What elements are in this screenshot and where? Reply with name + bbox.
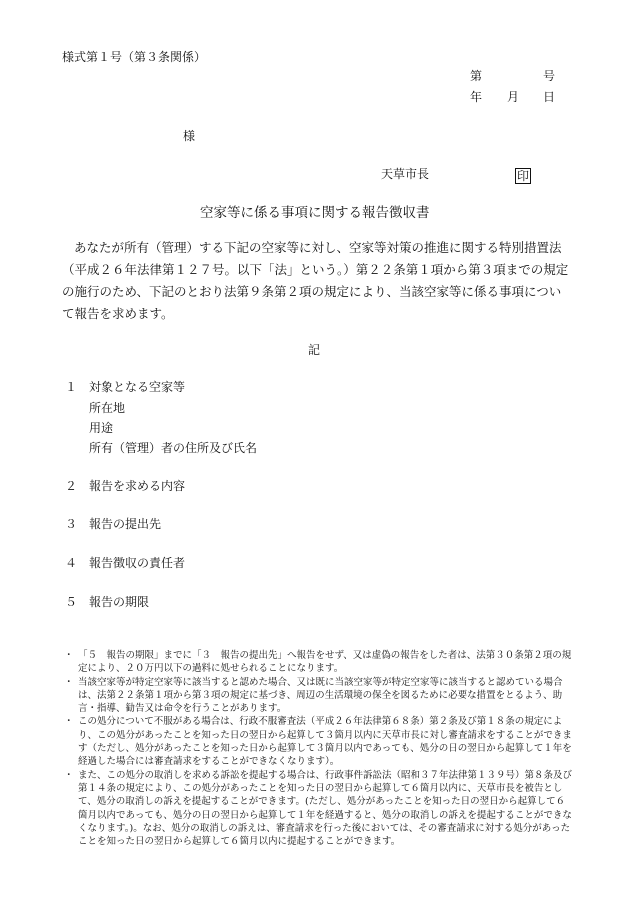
doc-number-go: 号 [543, 69, 556, 83]
item-1-number: １ [65, 380, 78, 394]
date-month: 月 [507, 90, 520, 104]
sender-title: 天草市長 [381, 167, 430, 181]
note-1-text: 「５ 報告の期限」までに「３ 報告の提出先」へ報告をせず、又は虚偽の報告をした者は、法第３０条第２項の規定により、２０万円以下の過料に処せられることになります。 [78, 650, 572, 675]
date-day: 日 [543, 90, 556, 104]
date-year: 年 [470, 90, 483, 104]
item-1-label: 対象となる空家等 [89, 380, 186, 394]
item-2-number: ２ [65, 479, 78, 493]
seal-mark [515, 165, 531, 184]
note-bullet: ・ [64, 769, 74, 781]
note-2 [64, 676, 572, 716]
note-bullet: ・ [64, 676, 74, 688]
body-paragraph: あなたが所有（管理）する下記の空家等に対し、空家等対策の推進に関する特別措置法（平成２６年法律第１２７号。以下「法」という。）第２２条第１項から第３項までの規定の施行のため、下記のとおり法第９条第２項の規定により、当該空家等に係る事項について報告を求めます。 [62, 240, 569, 321]
item-5-label: 報告の期限 [89, 595, 150, 609]
item-1-sub-usage: 用途 [89, 421, 114, 435]
seal-label: 印 [517, 169, 530, 183]
note-1 [64, 649, 572, 676]
note-4-text: また、この処分の取消しを求める訴訟を提起する場合は、行政事件訴訟法（昭和３７年法律第１３９号）第８条及び第１４条の規定により、この処分があったことを知った日の翌日から起算して６箇月以内に、天草市長を被告として、処分の取消しの訴えを提起することができます。(ただし、処分があったことを知った日の翌日から起算して６箇月以内であっても、処分の日の翌日から起算して１年を経過すると、処分の取消しの訴えを提起することができなくなります。)。なお、処分の取消しの訴えは、審査請求を行った後においては、その審査請求に対する処分があったことを知った日の翌日から起算して６箇月以内に提起することができます。 [78, 769, 573, 848]
item-5-number: ５ [65, 595, 78, 609]
item-3-number: ３ [65, 517, 78, 531]
item-1-sub-location: 所在地 [89, 401, 126, 415]
item-3-label: 報告の提出先 [89, 517, 162, 531]
item-1-sub-owner: 所有（管理）者の住所及び氏名 [89, 441, 258, 455]
form-label: 様式第１号（第３条関係） [62, 50, 207, 64]
document-title: 空家等に係る事項に関する報告徴収書 [200, 205, 430, 221]
addressee-suffix: 様 [183, 129, 196, 143]
note-2-text: 当該空家等が特定空家等に該当すると認めた場合、又は既に当該空家等が特定空家等に該当すると認めている場合は、法第２２条第１項から第３項の規定に基づき、周辺の生活環境の保全を図るために必要な措置をとるよう、助言・指導、勧告又は命令を行うことがあります。 [78, 676, 563, 715]
doc-number-dai: 第 [470, 69, 483, 83]
item-4-label: 報告徴収の責任者 [89, 556, 186, 570]
notes-section [64, 649, 573, 848]
note-bullet: ・ [64, 716, 74, 728]
ki-label: 記 [308, 343, 321, 357]
note-4 [64, 769, 573, 849]
note-3 [64, 715, 572, 768]
item-4-number: ４ [65, 556, 78, 570]
note-3-text: この処分について不服がある場合は、行政不服審査法（平成２６年法律第６８条）第２条及び第１８条の規定により、この処分があったことを知った日の翌日から起算して３箇月以内に天草市長に対し審査請求をすることができます（ただし、処分があったことを知った日から起算して３箇月以内であっても、処分の日の翌日から起算して１年を経過した場合には審査請求をすることができなくなります）。 [78, 716, 572, 768]
item-2-label: 報告を求める内容 [89, 479, 186, 493]
note-bullet: ・ [64, 650, 74, 661]
